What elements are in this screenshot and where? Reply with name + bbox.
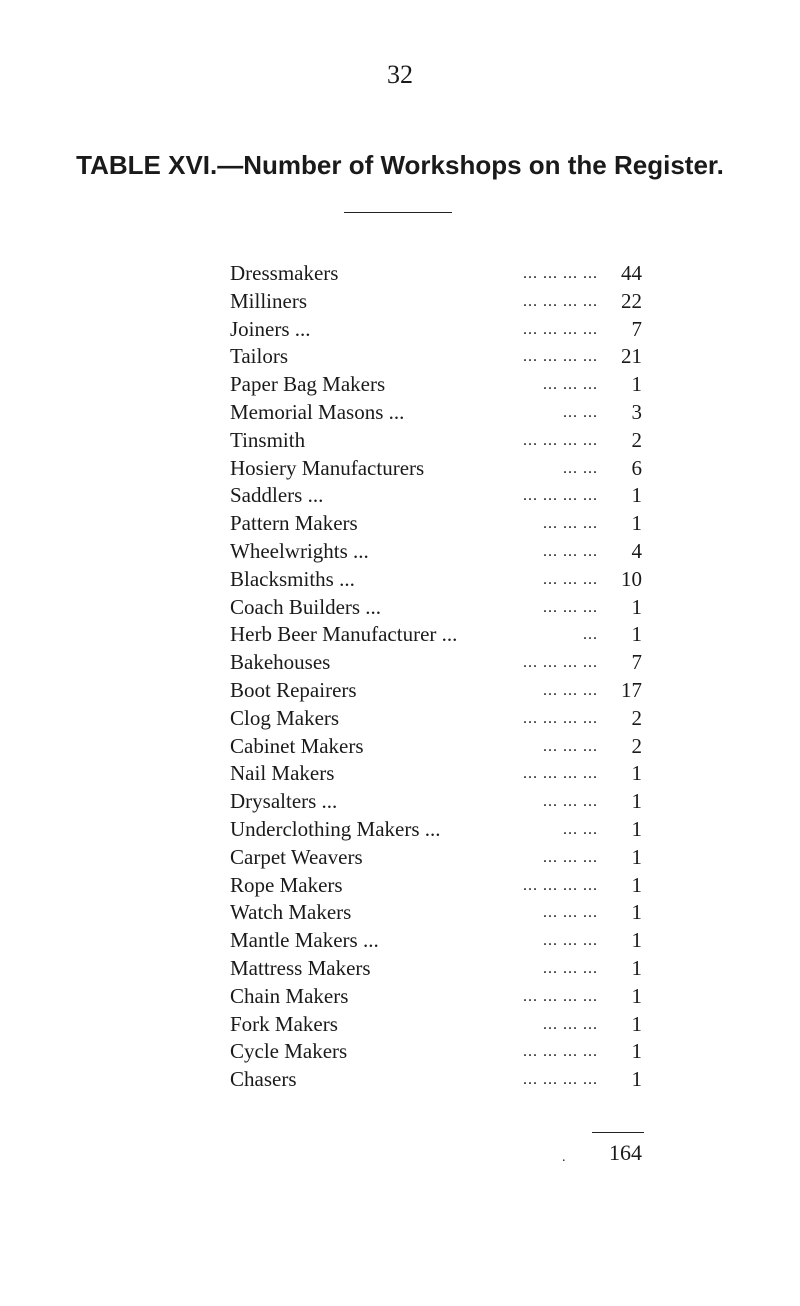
table-row xyxy=(230,371,642,399)
table-row xyxy=(230,316,642,344)
row-label: Watch Makers xyxy=(230,900,352,925)
row-label: Saddlers ... xyxy=(230,483,324,508)
row-value: 22 xyxy=(621,288,642,313)
row-leader-dots: ... ... ... xyxy=(543,1015,598,1033)
row-label: Milliners xyxy=(230,288,307,313)
table-row xyxy=(230,288,642,316)
row-label: Bakehouses xyxy=(230,650,331,675)
row-value: 10 xyxy=(621,566,642,591)
row-value: 1 xyxy=(631,983,642,1008)
row-leader-dots: ... ... ... xyxy=(543,515,598,533)
row-label: Chain Makers xyxy=(230,983,349,1008)
row-leader-dots: ... ... ... ... xyxy=(523,487,598,505)
row-label: Tailors xyxy=(230,344,289,369)
row-value: 1 xyxy=(631,816,642,841)
row-leader-dots: ... ... ... xyxy=(543,848,598,866)
row-label: Herb Beer Manufacturer ... xyxy=(230,622,458,647)
row-value: 3 xyxy=(631,399,642,424)
row-value: 1 xyxy=(631,594,642,619)
table-row xyxy=(230,872,642,900)
row-value: 1 xyxy=(631,761,642,786)
row-value: 44 xyxy=(621,261,642,285)
total-value: 164 xyxy=(609,1140,642,1165)
table-row xyxy=(230,594,642,622)
row-value: 17 xyxy=(621,677,642,702)
row-value: 1 xyxy=(631,900,642,925)
row-leader-dots: ... ... ... ... xyxy=(523,265,598,282)
row-leader-dots: ... ... ... ... xyxy=(523,709,598,727)
total-leader-dot: . xyxy=(562,1150,566,1165)
table-row xyxy=(230,343,642,371)
table-row xyxy=(230,844,642,872)
row-leader-dots: ... ... ... xyxy=(543,681,598,699)
row-leader-dots: ... ... ... ... xyxy=(523,1043,598,1061)
table-row xyxy=(230,538,642,566)
table-row xyxy=(230,705,642,733)
row-leader-dots: ... ... ... xyxy=(543,737,598,755)
row-leader-dots: ... ... ... xyxy=(543,542,598,560)
table-title: TABLE XVI.—Number of Workshops on the Register. xyxy=(76,150,724,180)
title-divider xyxy=(344,212,452,213)
table-row xyxy=(230,455,642,483)
table-row xyxy=(230,1011,642,1039)
row-leader-dots: ... ... ... ... xyxy=(523,876,598,894)
row-leader-dots: ... ... ... xyxy=(543,570,598,588)
table-row xyxy=(230,788,642,816)
row-leader-dots: ... ... ... xyxy=(543,904,598,922)
table-row xyxy=(230,649,642,677)
table-row xyxy=(230,899,642,927)
table-row xyxy=(230,733,642,761)
row-leader-dots: ... ... ... xyxy=(543,376,598,394)
row-leader-dots: ... ... xyxy=(563,820,598,838)
row-value: 1 xyxy=(631,872,642,897)
row-value: 1 xyxy=(631,1039,642,1064)
row-label: Dressmakers xyxy=(230,261,339,285)
row-value: 1 xyxy=(631,789,642,814)
row-label: Clog Makers xyxy=(230,705,340,730)
row-value: 7 xyxy=(631,650,642,675)
table-row xyxy=(230,260,642,288)
row-label: Fork Makers xyxy=(230,1011,338,1036)
row-value: 2 xyxy=(631,427,642,452)
table-row xyxy=(230,983,642,1011)
row-label: Memorial Masons ... xyxy=(230,399,405,424)
row-value: 1 xyxy=(631,622,642,647)
row-leader-dots: ... ... ... xyxy=(543,932,598,950)
row-leader-dots: ... ... ... ... xyxy=(523,987,598,1005)
row-value: 2 xyxy=(631,733,642,758)
row-label: Joiners ... xyxy=(230,316,311,341)
row-value: 1 xyxy=(631,844,642,869)
row-label: Chasers xyxy=(230,1067,297,1092)
row-value: 6 xyxy=(631,455,642,480)
row-label: Mattress Makers xyxy=(230,955,371,980)
row-value: 1 xyxy=(631,372,642,397)
row-label: Cycle Makers xyxy=(230,1039,348,1064)
table-row xyxy=(230,621,642,649)
row-label: Pattern Makers xyxy=(230,511,358,536)
row-label: Wheelwrights ... xyxy=(230,538,369,563)
row-label: Rope Makers xyxy=(230,872,343,897)
row-label: Cabinet Makers xyxy=(230,733,364,758)
row-label: Boot Repairers xyxy=(230,677,357,702)
row-label: Paper Bag Makers xyxy=(230,372,386,397)
row-label: Tinsmith xyxy=(230,427,306,452)
row-value: 1 xyxy=(631,1067,642,1092)
table-row xyxy=(230,955,642,983)
row-leader-dots: ... ... ... ... xyxy=(523,292,598,310)
row-leader-dots: ... ... ... xyxy=(543,598,598,616)
row-leader-dots: ... ... ... ... xyxy=(523,431,598,449)
table-row xyxy=(230,566,642,594)
row-label: Hosiery Manufacturers xyxy=(230,455,425,480)
row-label: Underclothing Makers ... xyxy=(230,816,441,841)
table-row xyxy=(230,1066,642,1094)
row-label: Coach Builders ... xyxy=(230,594,382,619)
table-row xyxy=(230,399,642,427)
row-label: Blacksmiths ... xyxy=(230,566,355,591)
row-value: 1 xyxy=(631,1011,642,1036)
row-value: 1 xyxy=(631,511,642,536)
row-leader-dots: ... ... xyxy=(563,459,598,477)
table-row xyxy=(230,816,642,844)
row-leader-dots: ... ... ... ... xyxy=(523,1071,598,1089)
row-leader-dots: ... ... ... ... xyxy=(523,320,598,338)
row-leader-dots: ... xyxy=(583,626,598,644)
row-leader-dots: ... ... ... ... xyxy=(523,765,598,783)
total-divider xyxy=(592,1132,644,1133)
page-number: 32 xyxy=(387,60,413,89)
row-leader-dots: ... ... ... xyxy=(543,959,598,977)
row-label: Mantle Makers ... xyxy=(230,928,379,953)
table-row xyxy=(230,510,642,538)
table-row xyxy=(230,677,642,705)
row-label: Nail Makers xyxy=(230,761,335,786)
row-value: 1 xyxy=(631,928,642,953)
row-label: Carpet Weavers xyxy=(230,844,363,869)
table-row xyxy=(230,927,642,955)
row-leader-dots: ... ... ... ... xyxy=(523,348,598,366)
row-leader-dots: ... ... ... ... xyxy=(523,654,598,672)
table-row xyxy=(230,427,642,455)
table-row xyxy=(230,1038,642,1066)
row-value: 1 xyxy=(631,483,642,508)
row-value: 4 xyxy=(631,538,642,563)
row-value: 7 xyxy=(631,316,642,341)
workshop-table xyxy=(230,260,642,1094)
row-leader-dots: ... ... ... xyxy=(543,793,598,811)
row-value: 2 xyxy=(631,705,642,730)
table-row xyxy=(230,760,642,788)
row-value: 1 xyxy=(631,955,642,980)
row-value: 21 xyxy=(621,344,642,369)
row-leader-dots: ... ... xyxy=(563,403,598,421)
table-row xyxy=(230,482,642,510)
row-label: Drysalters ... xyxy=(230,789,338,814)
